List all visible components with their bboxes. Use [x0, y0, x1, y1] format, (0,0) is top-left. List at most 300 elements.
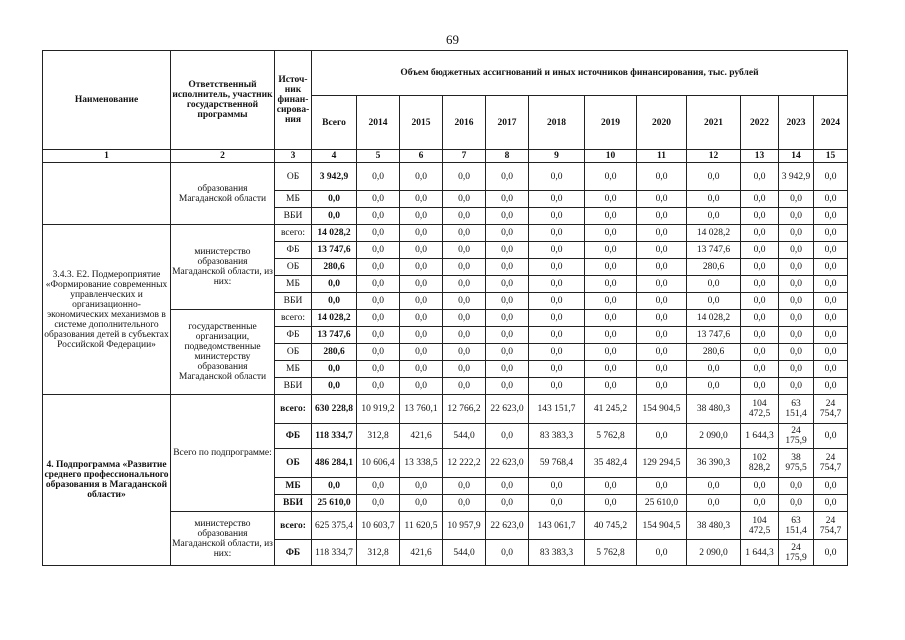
total-cell: 0,0: [312, 293, 357, 310]
value-cell: 13 338,5: [400, 449, 443, 478]
value-cell: 544,0: [443, 424, 486, 449]
value-cell: 0,0: [486, 540, 529, 566]
value-cell: 0,0: [741, 378, 779, 395]
value-cell: 12 222,2: [443, 449, 486, 478]
value-cell: 0,0: [779, 259, 814, 276]
value-cell: 0,0: [814, 327, 848, 344]
total-cell: 0,0: [312, 191, 357, 208]
value-cell: 0,0: [637, 424, 687, 449]
value-cell: 1 644,3: [741, 424, 779, 449]
value-cell: 0,0: [529, 327, 585, 344]
value-cell: 0,0: [779, 208, 814, 225]
header-volume: Объем бюджетных ассигнований и иных источников финансирования, тыс. рублей: [312, 51, 848, 96]
source-cell: ФБ: [275, 242, 312, 259]
value-cell: 129 294,5: [637, 449, 687, 478]
value-cell: 0,0: [357, 327, 400, 344]
value-cell: 0,0: [486, 327, 529, 344]
header-year: 2024: [814, 96, 848, 150]
value-cell: 63 151,4: [779, 512, 814, 540]
value-cell: 0,0: [814, 478, 848, 495]
value-cell: 0,0: [357, 495, 400, 512]
value-cell: 0,0: [400, 163, 443, 191]
value-cell: 312,8: [357, 424, 400, 449]
value-cell: 0,0: [814, 191, 848, 208]
value-cell: 0,0: [585, 242, 637, 259]
value-cell: 154 904,5: [637, 512, 687, 540]
total-cell: 25 610,0: [312, 495, 357, 512]
header-year: 2021: [687, 96, 741, 150]
value-cell: 0,0: [400, 361, 443, 378]
value-cell: 0,0: [779, 478, 814, 495]
total-cell: 630 228,8: [312, 395, 357, 424]
value-cell: 0,0: [486, 208, 529, 225]
value-cell: 154 904,5: [637, 395, 687, 424]
value-cell: 0,0: [443, 361, 486, 378]
total-cell: 14 028,2: [312, 225, 357, 242]
total-cell: 0,0: [312, 478, 357, 495]
total-cell: 118 334,7: [312, 540, 357, 566]
value-cell: 104 472,5: [741, 512, 779, 540]
source-cell: всего:: [275, 310, 312, 327]
value-cell: 10 919,2: [357, 395, 400, 424]
source-cell: всего:: [275, 395, 312, 424]
value-cell: 22 623,0: [486, 449, 529, 478]
header-year: 2018: [529, 96, 585, 150]
value-cell: 0,0: [529, 478, 585, 495]
header-year: 2017: [486, 96, 529, 150]
value-cell: 0,0: [687, 208, 741, 225]
executor-cell: Всего по подпрограмме:: [171, 395, 275, 512]
value-cell: 35 482,4: [585, 449, 637, 478]
value-cell: 12 766,2: [443, 395, 486, 424]
value-cell: 0,0: [637, 225, 687, 242]
value-cell: 0,0: [585, 293, 637, 310]
value-cell: 0,0: [357, 293, 400, 310]
value-cell: 13 747,6: [687, 327, 741, 344]
column-number: 14: [779, 150, 814, 163]
value-cell: 0,0: [443, 225, 486, 242]
column-number: 1: [43, 150, 171, 163]
value-cell: 0,0: [529, 361, 585, 378]
value-cell: 1 644,3: [741, 540, 779, 566]
value-cell: 0,0: [814, 540, 848, 566]
value-cell: 0,0: [585, 327, 637, 344]
column-number: 9: [529, 150, 585, 163]
value-cell: 0,0: [637, 259, 687, 276]
column-number: 12: [687, 150, 741, 163]
value-cell: 14 028,2: [687, 225, 741, 242]
value-cell: 312,8: [357, 540, 400, 566]
source-cell: ОБ: [275, 344, 312, 361]
header-year: 2016: [443, 96, 486, 150]
column-number: 6: [400, 150, 443, 163]
value-cell: 0,0: [741, 495, 779, 512]
value-cell: 0,0: [585, 208, 637, 225]
value-cell: 0,0: [741, 478, 779, 495]
executor-cell: министерство образования Магаданской области, из них:: [171, 512, 275, 566]
value-cell: 143 061,7: [529, 512, 585, 540]
value-cell: 0,0: [779, 344, 814, 361]
value-cell: 0,0: [486, 276, 529, 293]
value-cell: 280,6: [687, 259, 741, 276]
table-row: [43, 395, 848, 424]
value-cell: 0,0: [400, 478, 443, 495]
value-cell: 0,0: [585, 378, 637, 395]
value-cell: 0,0: [687, 276, 741, 293]
total-cell: 118 334,7: [312, 424, 357, 449]
value-cell: 0,0: [585, 163, 637, 191]
value-cell: 0,0: [814, 495, 848, 512]
value-cell: 24 754,7: [814, 449, 848, 478]
value-cell: 0,0: [814, 310, 848, 327]
value-cell: 0,0: [741, 344, 779, 361]
total-cell: 0,0: [312, 208, 357, 225]
total-cell: 0,0: [312, 378, 357, 395]
value-cell: 38 975,5: [779, 449, 814, 478]
value-cell: 24 754,7: [814, 395, 848, 424]
value-cell: 0,0: [814, 424, 848, 449]
value-cell: 0,0: [779, 225, 814, 242]
value-cell: 421,6: [400, 424, 443, 449]
value-cell: 0,0: [687, 378, 741, 395]
total-cell: 0,0: [312, 276, 357, 293]
value-cell: 104 472,5: [741, 395, 779, 424]
total-cell: 14 028,2: [312, 310, 357, 327]
value-cell: 0,0: [637, 378, 687, 395]
value-cell: 0,0: [443, 310, 486, 327]
value-cell: 0,0: [585, 225, 637, 242]
value-cell: 0,0: [687, 495, 741, 512]
value-cell: 0,0: [779, 191, 814, 208]
value-cell: 40 745,2: [585, 512, 637, 540]
value-cell: 2 090,0: [687, 424, 741, 449]
value-cell: 0,0: [779, 495, 814, 512]
column-number: 15: [814, 150, 848, 163]
value-cell: 0,0: [486, 293, 529, 310]
value-cell: 83 383,3: [529, 424, 585, 449]
value-cell: 0,0: [814, 208, 848, 225]
total-cell: 486 284,1: [312, 449, 357, 478]
value-cell: 0,0: [529, 242, 585, 259]
value-cell: 0,0: [357, 191, 400, 208]
column-number: 13: [741, 150, 779, 163]
value-cell: 0,0: [741, 361, 779, 378]
value-cell: 41 245,2: [585, 395, 637, 424]
value-cell: 0,0: [486, 378, 529, 395]
table-row: [43, 225, 848, 242]
value-cell: 0,0: [687, 478, 741, 495]
value-cell: 0,0: [443, 495, 486, 512]
value-cell: 24 754,7: [814, 512, 848, 540]
value-cell: 0,0: [741, 191, 779, 208]
value-cell: 0,0: [814, 242, 848, 259]
value-cell: 0,0: [814, 163, 848, 191]
value-cell: 22 623,0: [486, 512, 529, 540]
header-name: Наименование: [43, 51, 171, 150]
value-cell: 3 942,9: [779, 163, 814, 191]
executor-cell: государственные организации, подведомственные министерству образования Магаданской области: [171, 310, 275, 395]
value-cell: 0,0: [814, 378, 848, 395]
column-number: 2: [171, 150, 275, 163]
value-cell: 0,0: [486, 478, 529, 495]
source-cell: всего:: [275, 512, 312, 540]
value-cell: 25 610,0: [637, 495, 687, 512]
value-cell: 14 028,2: [687, 310, 741, 327]
value-cell: 0,0: [443, 478, 486, 495]
value-cell: 0,0: [529, 310, 585, 327]
value-cell: 421,6: [400, 540, 443, 566]
value-cell: 0,0: [357, 225, 400, 242]
value-cell: 0,0: [637, 163, 687, 191]
source-cell: всего:: [275, 225, 312, 242]
value-cell: 0,0: [585, 276, 637, 293]
value-cell: 0,0: [814, 225, 848, 242]
value-cell: 0,0: [443, 208, 486, 225]
header-year: 2023: [779, 96, 814, 150]
value-cell: 0,0: [357, 310, 400, 327]
value-cell: 0,0: [357, 163, 400, 191]
header-source: Источ-ник финан-сирова-ния: [275, 51, 312, 150]
column-number: 7: [443, 150, 486, 163]
value-cell: 0,0: [741, 208, 779, 225]
value-cell: 0,0: [637, 327, 687, 344]
value-cell: 0,0: [443, 163, 486, 191]
value-cell: 280,6: [687, 344, 741, 361]
value-cell: 0,0: [637, 540, 687, 566]
value-cell: 0,0: [687, 293, 741, 310]
total-cell: 625 375,4: [312, 512, 357, 540]
executor-cell: образования Магаданской области: [171, 163, 275, 225]
value-cell: 0,0: [400, 225, 443, 242]
value-cell: 0,0: [486, 242, 529, 259]
header-total: Всего: [312, 96, 357, 150]
value-cell: 0,0: [687, 361, 741, 378]
value-cell: 0,0: [637, 361, 687, 378]
value-cell: 0,0: [741, 293, 779, 310]
header-executor: Ответственный исполнитель, участник государственной программы: [171, 51, 275, 150]
column-number-row: [43, 150, 848, 163]
value-cell: 0,0: [814, 259, 848, 276]
value-cell: 13 747,6: [687, 242, 741, 259]
value-cell: 0,0: [357, 259, 400, 276]
value-cell: 0,0: [585, 259, 637, 276]
value-cell: 0,0: [741, 276, 779, 293]
value-cell: 0,0: [779, 293, 814, 310]
value-cell: 0,0: [400, 327, 443, 344]
source-cell: ОБ: [275, 163, 312, 191]
value-cell: 0,0: [486, 495, 529, 512]
total-cell: 280,6: [312, 259, 357, 276]
value-cell: 0,0: [741, 327, 779, 344]
value-cell: 0,0: [637, 344, 687, 361]
column-number: 5: [357, 150, 400, 163]
value-cell: 0,0: [400, 242, 443, 259]
column-number: 8: [486, 150, 529, 163]
value-cell: 24 175,9: [779, 424, 814, 449]
value-cell: 0,0: [637, 191, 687, 208]
name-cell: [43, 163, 171, 225]
value-cell: 0,0: [741, 242, 779, 259]
value-cell: 0,0: [637, 242, 687, 259]
source-cell: ВБИ: [275, 208, 312, 225]
source-cell: ОБ: [275, 449, 312, 478]
value-cell: 0,0: [400, 259, 443, 276]
column-number: 11: [637, 150, 687, 163]
value-cell: 0,0: [443, 259, 486, 276]
value-cell: 2 090,0: [687, 540, 741, 566]
source-cell: ВБИ: [275, 293, 312, 310]
header-year: 2019: [585, 96, 637, 150]
value-cell: 10 957,9: [443, 512, 486, 540]
value-cell: 0,0: [637, 310, 687, 327]
value-cell: 24 175,9: [779, 540, 814, 566]
value-cell: 0,0: [443, 378, 486, 395]
value-cell: 0,0: [779, 361, 814, 378]
value-cell: 0,0: [400, 310, 443, 327]
source-cell: МБ: [275, 191, 312, 208]
source-cell: ОБ: [275, 259, 312, 276]
value-cell: 0,0: [529, 259, 585, 276]
value-cell: 0,0: [486, 310, 529, 327]
source-cell: ФБ: [275, 327, 312, 344]
value-cell: 0,0: [357, 478, 400, 495]
value-cell: 36 390,3: [687, 449, 741, 478]
value-cell: 0,0: [779, 310, 814, 327]
value-cell: 0,0: [741, 163, 779, 191]
value-cell: 5 762,8: [585, 540, 637, 566]
budget-table: [42, 50, 848, 566]
total-cell: 0,0: [312, 361, 357, 378]
value-cell: 0,0: [741, 225, 779, 242]
value-cell: 0,0: [779, 242, 814, 259]
value-cell: 0,0: [357, 361, 400, 378]
value-cell: 38 480,3: [687, 395, 741, 424]
value-cell: 0,0: [637, 293, 687, 310]
value-cell: 0,0: [529, 276, 585, 293]
total-cell: 280,6: [312, 344, 357, 361]
value-cell: 0,0: [814, 361, 848, 378]
column-number: 4: [312, 150, 357, 163]
value-cell: 0,0: [585, 361, 637, 378]
value-cell: 83 383,3: [529, 540, 585, 566]
value-cell: 0,0: [357, 208, 400, 225]
column-number: 3: [275, 150, 312, 163]
value-cell: 0,0: [529, 191, 585, 208]
value-cell: 0,0: [486, 361, 529, 378]
value-cell: 13 760,1: [400, 395, 443, 424]
value-cell: 0,0: [529, 208, 585, 225]
value-cell: 0,0: [400, 378, 443, 395]
value-cell: 544,0: [443, 540, 486, 566]
value-cell: 0,0: [741, 259, 779, 276]
value-cell: 0,0: [585, 344, 637, 361]
value-cell: 0,0: [486, 191, 529, 208]
value-cell: 0,0: [357, 344, 400, 361]
value-cell: 0,0: [443, 276, 486, 293]
value-cell: 0,0: [486, 163, 529, 191]
value-cell: 11 620,5: [400, 512, 443, 540]
value-cell: 59 768,4: [529, 449, 585, 478]
value-cell: 0,0: [400, 293, 443, 310]
value-cell: 0,0: [637, 478, 687, 495]
value-cell: 0,0: [585, 495, 637, 512]
value-cell: 0,0: [486, 424, 529, 449]
value-cell: 0,0: [779, 378, 814, 395]
value-cell: 0,0: [529, 344, 585, 361]
value-cell: 0,0: [529, 293, 585, 310]
table-row: [43, 163, 848, 191]
value-cell: 0,0: [585, 191, 637, 208]
value-cell: 0,0: [357, 276, 400, 293]
value-cell: 0,0: [486, 259, 529, 276]
header-year: 2015: [400, 96, 443, 150]
value-cell: 0,0: [779, 327, 814, 344]
page-number: 69: [446, 32, 459, 47]
value-cell: 0,0: [400, 495, 443, 512]
value-cell: 0,0: [486, 225, 529, 242]
subprogram-name: 4. Подпрограмма «Развитие среднего профессионального образования в Магаданской области»: [43, 395, 171, 566]
header-year: 2020: [637, 96, 687, 150]
source-cell: МБ: [275, 478, 312, 495]
value-cell: 0,0: [357, 378, 400, 395]
value-cell: 0,0: [443, 344, 486, 361]
value-cell: 63 151,4: [779, 395, 814, 424]
value-cell: 0,0: [357, 242, 400, 259]
value-cell: 0,0: [779, 276, 814, 293]
value-cell: 0,0: [443, 191, 486, 208]
source-cell: ФБ: [275, 540, 312, 566]
value-cell: 0,0: [529, 225, 585, 242]
total-cell: 13 747,6: [312, 242, 357, 259]
value-cell: 0,0: [687, 163, 741, 191]
value-cell: 5 762,8: [585, 424, 637, 449]
value-cell: 0,0: [400, 276, 443, 293]
source-cell: ВБИ: [275, 378, 312, 395]
source-cell: МБ: [275, 361, 312, 378]
value-cell: 0,0: [814, 344, 848, 361]
value-cell: 143 151,7: [529, 395, 585, 424]
value-cell: 0,0: [529, 495, 585, 512]
value-cell: 0,0: [687, 191, 741, 208]
subprogram-name: 3.4.3. Е2. Подмероприятие «Формирование современных управленческих и организационно-экономических механизмов в системе дополнительного образования детей в субъектах Российской Федерации»: [43, 225, 171, 395]
value-cell: 0,0: [814, 276, 848, 293]
source-cell: МБ: [275, 276, 312, 293]
source-cell: ВБИ: [275, 495, 312, 512]
header-year: 2022: [741, 96, 779, 150]
header-year: 2014: [357, 96, 400, 150]
source-cell: ФБ: [275, 424, 312, 449]
value-cell: 0,0: [443, 327, 486, 344]
value-cell: 0,0: [585, 478, 637, 495]
value-cell: 0,0: [637, 276, 687, 293]
value-cell: 22 623,0: [486, 395, 529, 424]
total-cell: 13 747,6: [312, 327, 357, 344]
executor-cell: министерство образования Магаданской области, из них:: [171, 225, 275, 310]
value-cell: 0,0: [814, 293, 848, 310]
value-cell: 0,0: [529, 163, 585, 191]
value-cell: 0,0: [400, 208, 443, 225]
column-number: 10: [585, 150, 637, 163]
value-cell: 102 828,2: [741, 449, 779, 478]
value-cell: 0,0: [486, 344, 529, 361]
value-cell: 10 606,4: [357, 449, 400, 478]
value-cell: 0,0: [400, 191, 443, 208]
value-cell: 0,0: [400, 344, 443, 361]
value-cell: 0,0: [741, 310, 779, 327]
value-cell: 38 480,3: [687, 512, 741, 540]
value-cell: 10 603,7: [357, 512, 400, 540]
value-cell: 0,0: [637, 208, 687, 225]
